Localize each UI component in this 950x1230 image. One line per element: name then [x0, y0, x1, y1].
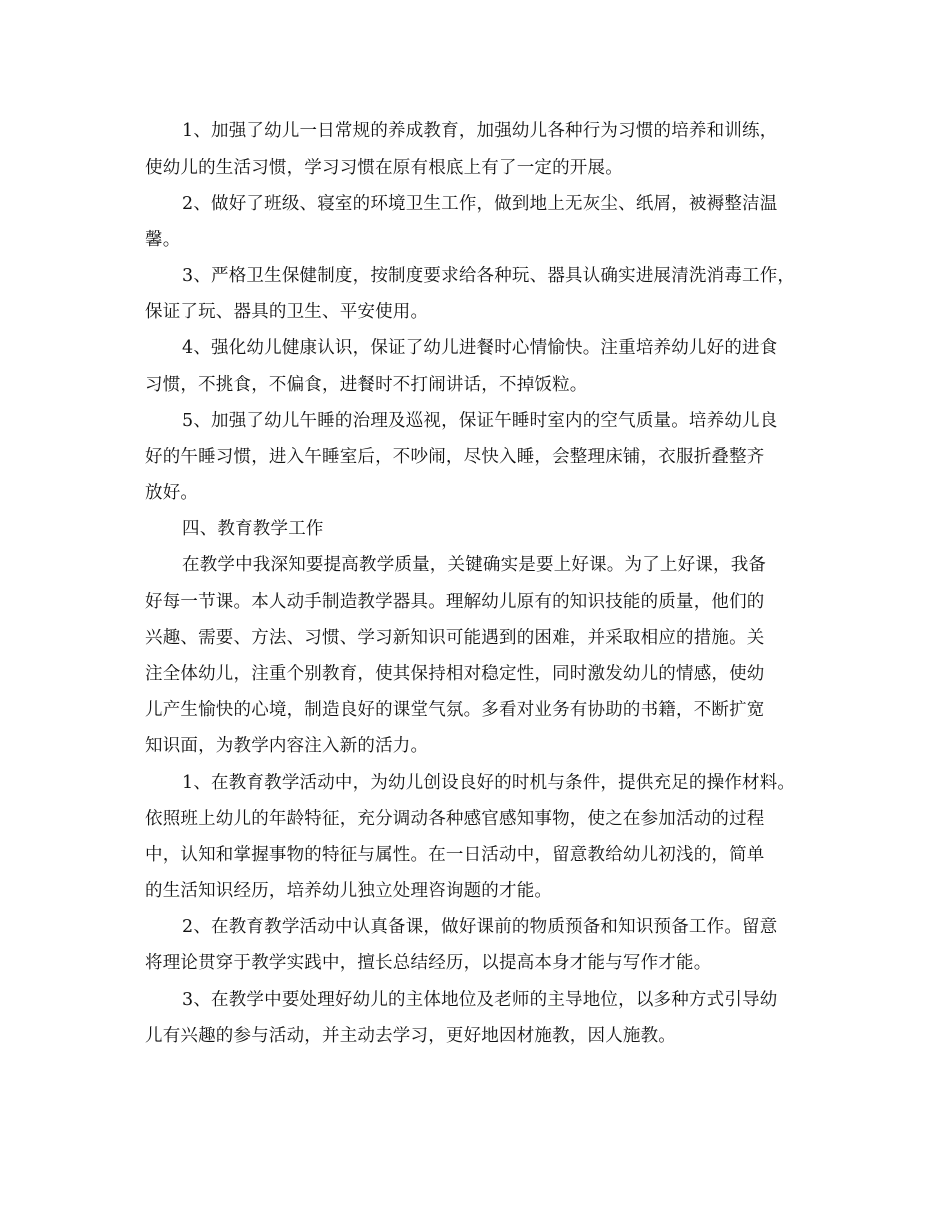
text-line: 儿有兴趣的参与活动，并主动去学习，更好地因材施教，因人施教。 — [145, 1026, 676, 1046]
text-line: 好每一节课。本人动手制造教学器具。理解幼儿原有的知识技能的质量，他们的 — [145, 592, 765, 612]
text-line: 的生活知识经历，培养幼儿独立处理咨询题的才能。 — [145, 881, 553, 901]
text-line: 注全体幼儿，注重个别教育，使其保持相对稳定性，同时激发幼儿的情感，使幼 — [145, 664, 765, 684]
text-line: 放好。 — [145, 483, 199, 503]
text-line: 中，认知和掌握事物的特征与属性。在一日活动中，留意教给幼儿初浅的，简单 — [145, 845, 765, 865]
text-line: 习惯，不挑食，不偏食，进餐时不打闹讲话，不掉饭粒。 — [145, 375, 588, 395]
text-line: 3、严格卫生保健制度，按制度要求给各种玩、器具认确实进展清洗消毒工作， — [182, 266, 796, 286]
text-line: 4、强化幼儿健康认识，保证了幼儿进餐时心情愉快。注重培养幼儿好的进食 — [182, 338, 778, 358]
text-line: 儿产生愉快的心境，制造良好的课堂气氛。多看对业务有协助的书籍，不断扩宽 — [145, 700, 765, 720]
text-line: 2、做好了班级、寝室的环境卫生工作，做到地上无灰尘、纸屑，被褥整洁温 — [182, 194, 778, 214]
text-line: 5、加强了幼儿午睡的治理及巡视，保证午睡时室内的空气质量。培养幼儿良 — [182, 411, 778, 431]
section-heading: 四、教育教学工作 — [182, 519, 324, 539]
text-line: 保证了玩、器具的卫生、平安使用。 — [145, 302, 429, 322]
text-line: 2、在教育教学活动中认真备课，做好课前的物质预备和知识预备工作。留意 — [182, 917, 778, 937]
text-line: 兴趣、需要、方法、习惯、学习新知识可能遇到的困难，并采取相应的措施。关 — [145, 628, 765, 648]
text-line: 使幼儿的生活习惯，学习习惯在原有根底上有了一定的开展。 — [145, 158, 623, 178]
text-line: 在教学中我深知要提高教学质量，关键确实是要上好课。为了上好课，我备 — [182, 555, 767, 575]
text-line: 1、加强了幼儿一日常规的养成教育，加强幼儿各种行为习惯的培养和训练， — [182, 121, 778, 141]
text-line: 3、在教学中要处理好幼儿的主体地位及老师的主导地位，以多种方式引导幼 — [182, 990, 778, 1010]
text-line: 好的午睡习惯，进入午睡室后，不吵闹，尽快入睡，会整理床铺，衣服折叠整齐 — [145, 447, 765, 467]
text-line: 将理论贯穿于教学实践中，擅长总结经历，以提高本身才能与写作才能。 — [145, 953, 712, 973]
text-line: 知识面，为教学内容注入新的活力。 — [145, 736, 429, 756]
text-line: 馨。 — [145, 230, 181, 250]
text-line: 依照班上幼儿的年龄特征，充分调动各种感官感知事物，使之在参加活动的过程 — [145, 809, 765, 829]
text-line: 1、在教育教学活动中，为幼儿创设良好的时机与条件，提供充足的操作材料。 — [182, 773, 796, 793]
